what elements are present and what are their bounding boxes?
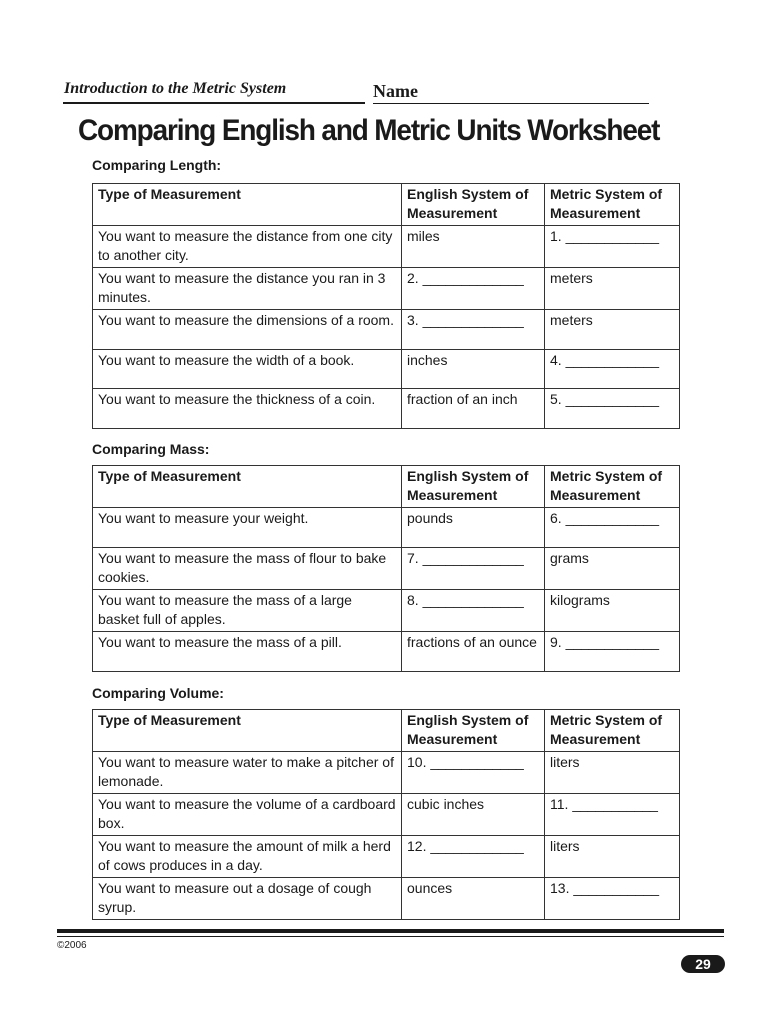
measurement-description: You want to measure the volume of a cardboard box. [93, 794, 402, 836]
section-label-volume: Comparing Volume: [92, 685, 224, 701]
answer-blank[interactable]: 12. ____________ [402, 836, 545, 878]
metric-unit: liters [545, 836, 680, 878]
table-row [93, 794, 680, 836]
table-row [93, 268, 680, 310]
english-unit: cubic inches [402, 794, 545, 836]
measurement-description: You want to measure the width of a book. [93, 350, 402, 389]
length-table [92, 183, 680, 429]
column-header: Type of Measurement [93, 184, 402, 226]
answer-blank[interactable]: 9. ____________ [545, 632, 680, 672]
metric-unit: kilograms [545, 590, 680, 632]
english-unit: fractions of an ounce [402, 632, 545, 672]
metric-unit: grams [545, 548, 680, 590]
table-row [93, 226, 680, 268]
answer-blank[interactable]: 11. ___________ [545, 794, 680, 836]
table-header-row [93, 184, 680, 226]
measurement-description: You want to measure the amount of milk a herd of cows produces in a day. [93, 836, 402, 878]
measurement-description: You want to measure the dimensions of a room. [93, 310, 402, 350]
worksheet-title: Comparing English and Metric Units Worksheet [78, 114, 660, 147]
table-row [93, 508, 680, 548]
answer-blank[interactable]: 6. ____________ [545, 508, 680, 548]
table-row [93, 548, 680, 590]
measurement-description: You want to measure the distance you ran in 3 minutes. [93, 268, 402, 310]
column-header: English System of Measurement [402, 710, 545, 752]
english-unit: fraction of an inch [402, 389, 545, 429]
column-header: Metric System of Measurement [545, 710, 680, 752]
footer-rule [57, 929, 724, 933]
answer-blank[interactable]: 1. ____________ [545, 226, 680, 268]
name-line[interactable] [373, 103, 649, 104]
table-row [93, 350, 680, 389]
mass-table [92, 465, 680, 672]
column-header: Metric System of Measurement [545, 184, 680, 226]
footer-rule-thin [57, 936, 724, 937]
measurement-description: You want to measure the mass of flour to bake cookies. [93, 548, 402, 590]
answer-blank[interactable]: 8. _____________ [402, 590, 545, 632]
measurement-description: You want to measure out a dosage of cough syrup. [93, 878, 402, 920]
name-label: Name [373, 81, 418, 101]
volume-table [92, 709, 680, 920]
course-title: Introduction to the Metric System [64, 80, 287, 97]
table-row [93, 878, 680, 920]
column-header: Type of Measurement [93, 710, 402, 752]
measurement-description: You want to measure the thickness of a coin. [93, 389, 402, 429]
answer-blank[interactable]: 5. ____________ [545, 389, 680, 429]
header-rule [63, 102, 365, 104]
answer-blank[interactable]: 3. _____________ [402, 310, 545, 350]
measurement-description: You want to measure the distance from one city to another city. [93, 226, 402, 268]
english-unit: inches [402, 350, 545, 389]
column-header: English System of Measurement [402, 466, 545, 508]
table-row [93, 632, 680, 672]
table-row [93, 752, 680, 794]
measurement-description: You want to measure water to make a pitcher of lemonade. [93, 752, 402, 794]
measurement-description: You want to measure the mass of a large basket full of apples. [93, 590, 402, 632]
copyright: ©2006 [57, 940, 87, 951]
measurement-description: You want to measure your weight. [93, 508, 402, 548]
table-header-row [93, 710, 680, 752]
column-header: English System of Measurement [402, 184, 545, 226]
answer-blank[interactable]: 2. _____________ [402, 268, 545, 310]
table-row [93, 836, 680, 878]
answer-blank[interactable]: 7. _____________ [402, 548, 545, 590]
section-label-length: Comparing Length: [92, 157, 222, 173]
metric-unit: liters [545, 752, 680, 794]
english-unit: pounds [402, 508, 545, 548]
measurement-description: You want to measure the mass of a pill. [93, 632, 402, 672]
page-number-badge: 29 [681, 955, 725, 973]
metric-unit: meters [545, 310, 680, 350]
table-row [93, 389, 680, 429]
answer-blank[interactable]: 4. ____________ [545, 350, 680, 389]
column-header: Metric System of Measurement [545, 466, 680, 508]
table-row [93, 310, 680, 350]
table-row [93, 590, 680, 632]
answer-blank[interactable]: 13. ___________ [545, 878, 680, 920]
section-label-mass: Comparing Mass: [92, 441, 210, 457]
english-unit: miles [402, 226, 545, 268]
metric-unit: meters [545, 268, 680, 310]
answer-blank[interactable]: 10. ____________ [402, 752, 545, 794]
english-unit: ounces [402, 878, 545, 920]
table-header-row [93, 466, 680, 508]
column-header: Type of Measurement [93, 466, 402, 508]
